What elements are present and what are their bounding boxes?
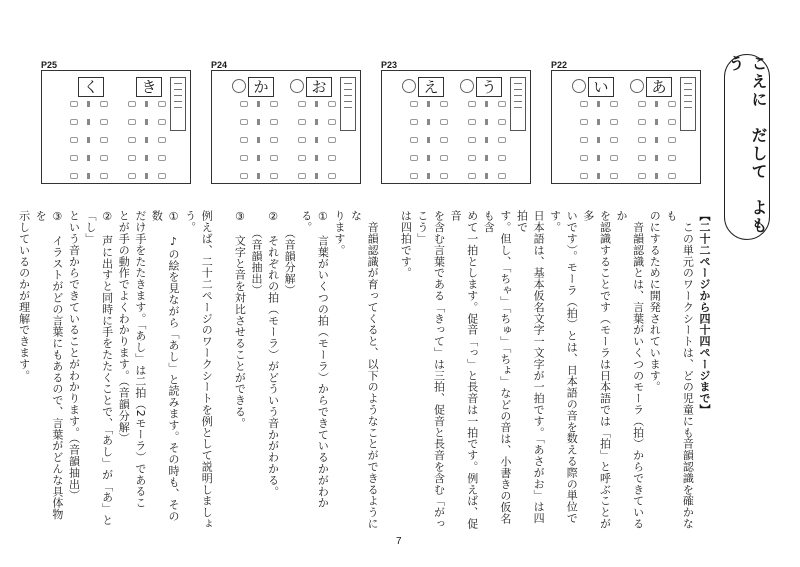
- thumbnail-kana-box: か: [248, 77, 274, 97]
- thumbnail-page-label: P22: [551, 60, 568, 70]
- range-heading: 【二十二ページから四十四ページまで】: [698, 210, 711, 416]
- thumbnail-title-strip: [340, 77, 356, 131]
- face-icon: [290, 79, 304, 93]
- face-icon: [232, 79, 246, 93]
- text-line: この単元のワークシートは、どの児童にも音韻認識を確かなも: [664, 210, 695, 530]
- text-line: めて一拍とします。促音「っ」と長音は一拍です。例えば、促音: [449, 210, 479, 530]
- text-line: す。但し、「ちゃ」「ちゅ」「ちょ」などの音は、小書きの仮名も含: [482, 210, 512, 525]
- thumbnail-kana-box: い: [588, 77, 614, 97]
- text-line: ります。: [332, 210, 346, 256]
- list-item: （音韻分解）: [283, 210, 297, 296]
- thumbnail-title-strip: [170, 77, 186, 131]
- thumbnail-kana-box: う: [476, 77, 502, 97]
- worksheet-thumbnail-p24: [211, 70, 361, 184]
- list-item: ③ イラストがどの言葉にもあるので、言葉がどんな具体物を: [34, 210, 64, 520]
- face-icon: [572, 79, 586, 93]
- thumbnail-page-label: P24: [211, 60, 228, 70]
- list-item: という音からできていることがわかります。（音韻抽出）: [67, 210, 81, 501]
- thumbnail-kana-box: お: [306, 77, 332, 97]
- section-title-box: [724, 54, 770, 240]
- list-item: （音韻抽出）: [249, 210, 263, 296]
- text-line: を認識することです（モーラは日本語では「拍」と呼ぶことが多: [581, 210, 612, 530]
- text-line: 音韻認識とは、言葉がいくつのモーラ（拍）からできているか: [615, 210, 645, 530]
- list-item: ① 言葉がいくつの拍（モーラ）からできているかがわかる。: [299, 210, 330, 509]
- text-line: を含む言葉である「きって」は三拍、促音と長音を含む「がっこう」: [415, 210, 446, 530]
- text-line: いです）。モーラ（拍）とは、日本語の音を数える際の単位です。: [548, 210, 579, 524]
- worksheet-thumbnail-p22: [551, 70, 701, 184]
- worksheet-thumbnail-p25: [41, 70, 191, 184]
- thumbnail-kana-box: く: [78, 77, 104, 97]
- text-line: は四拍です。: [399, 210, 413, 279]
- text-line: のにするために開発されています。: [648, 210, 662, 393]
- list-item: ③ 文字と音を対比させることができる。: [233, 210, 247, 429]
- list-item: ② それぞれの拍（モーラ）がどういう音かがわかる。: [266, 210, 280, 497]
- text-line: 日本語は、基本仮名文字一文字が一拍です。「あさがお」は四拍で: [515, 210, 546, 524]
- picture-column: [668, 101, 676, 179]
- thumbnail-kana-box: え: [418, 77, 444, 97]
- thumbnail-page-label: P23: [381, 60, 398, 70]
- text-line: 例えば、二十二ページのワークシートを例として説明しましょう。: [183, 210, 214, 530]
- page-number: 7: [396, 536, 402, 547]
- list-item: ① ♪の絵を見ながら「あし」と読みます。その時も、その数: [150, 210, 180, 522]
- face-icon: [460, 79, 474, 93]
- list-item: 示しているのかが理解できます。: [17, 210, 31, 381]
- list-item: だけ手をたたきます。「あし」は二拍（2モーラ）であるこ: [133, 210, 147, 509]
- face-icon: [402, 79, 416, 93]
- thumbnail-title-strip: [510, 77, 526, 131]
- text-line: 音韻認識が育ってくると、以下のようなことができるようにな: [349, 210, 380, 530]
- thumbnail-title-strip: [680, 77, 696, 131]
- thumbnail-kana-box: あ: [646, 77, 672, 97]
- worksheet-thumbnail-p23: [381, 70, 531, 184]
- list-item: とが手の動作でよくわかります。（音韻分解）: [117, 210, 131, 444]
- explanation-text: [17, 210, 712, 530]
- list-item: ② 声に出すと同時に手をたたくことで、「あし」が「あ」と「し」: [84, 210, 114, 526]
- thumbnail-page-label: P25: [41, 60, 58, 70]
- section-title: こえに だして よもう: [726, 55, 768, 235]
- thumbnail-kana-box: き: [136, 77, 162, 97]
- face-icon: [630, 79, 644, 93]
